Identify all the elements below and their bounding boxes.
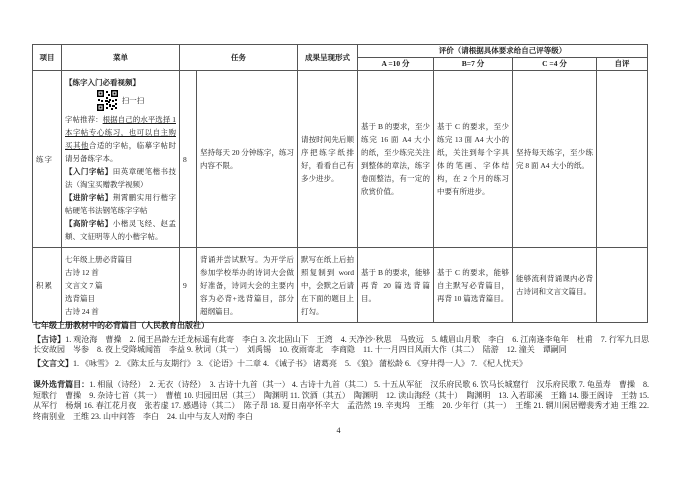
task-cell-jilei: 背诵并尝试默写。为开学后参加学校举办的诗词大会做好准备，诗词大会的主要内容为必背+选背篇目，部分超纲篇目。 <box>197 248 298 323</box>
extra-text: 1. 相鼠（诗经） 2. 无衣（诗经） 3. 古诗十九首（其一） 4. 古诗十九首（其二） 5. 十五从军征 汉乐府民歌 6. 饮马长城窟行 汉乐府民歌 7. 龟虽寿 曹操 8. 短歌行 曹操 9. 杂诗七首（其一） 曹植 10. 归园田居（其三） 陶渊明 11. 饮酒（其五） 陶渊明 12. 读山海经（其十） 陶渊明 13. 入若耶溪 王籍 14. 滕王阁诗 王勃 15. 从军行 杨炯 16. 春江花月夜 张若虚 17. 感遇诗（其二） 陈子昂 18. 夏日南亭怀辛大 孟浩然 19. 辛夷坞 王维 20. 少年行（其一） 王维 21. 辋川闲居赠裴秀才迪 王维 22. 终南别业 王维 23. 山中问答 李白 24. 山中与友人对酌 李白 <box>33 380 650 421</box>
gushi-list <box>33 335 649 355</box>
grade-a-cell-lianzi: 基于 B 的要求，至少练完 16 面 A4 大小的纸，至少练完关注到整体的章法，练字卷面整洁，有一定的欣赏价值。 <box>358 71 434 248</box>
table-row-jilei <box>33 248 648 323</box>
task-number-jilei: 9 <box>180 248 197 323</box>
header-menu: 菜单 <box>62 45 180 71</box>
menu-recommend-rest: 合适的字帖，临摹字帖时请另备练字本。 <box>65 140 177 163</box>
gushi-label: 【古诗】 <box>33 335 66 344</box>
menu-beginner-text: 田英章硬笔楷书技法（淘宝买赠教学视频） <box>65 166 177 189</box>
grade-a-cell-jilei: 基于 B 的要求，能够再背 20 篇选背篇目。 <box>358 248 434 323</box>
menu-cell-jilei <box>62 248 180 323</box>
appendix-title: 七年级上册教材中的必背篇目（人民教育出版社） <box>33 321 209 330</box>
appendix-section <box>33 320 649 422</box>
menu-cell-lianzi <box>62 71 180 248</box>
wenyan-text: 1. 《咏雪》 2. 《陈太丘与友期行》 3. 《论语》十二章 4. 《诫子书》 诸葛亮 5. 《狼》 蒲松龄 6. 《穿井得一人》 7. 《杞人忧天》 <box>73 358 527 368</box>
wenyan-list <box>33 359 649 369</box>
menu-video-title: 【练字入门必看视频】 <box>65 77 140 87</box>
menu-line: 古诗 24 首 <box>65 306 99 316</box>
extra-label: 课外选背篇目： <box>33 380 90 390</box>
project-label-jilei: 积累 <box>33 248 62 323</box>
gushi-text: 1. 观沧海 曹操 2. 闻王昌龄左迁龙标遥有此寄 李白 3. 次北固山下 王湾 4. 天净沙·秋思 马致远 5. 峨眉山月歌 李白 6. 江南逢李龟年 杜甫 7. 行军九日思长安故园 岑参 8. 夜上受降城闻笛 李益 9. 秋词（其一） 刘禹锡 10. 夜雨寄北 李商隐 11. 十一月四日风雨大作（其二） 陆游 12. 潼关 谭嗣同 <box>33 335 649 354</box>
extra-recitation-list <box>33 380 649 422</box>
header-grade-a: A =10 分 <box>358 58 434 71</box>
task-evaluation-table <box>32 44 648 323</box>
menu-intermediate <box>65 191 176 217</box>
header-project: 项目 <box>33 45 62 71</box>
menu-recommend-underlined: 根据自己的水平选择 1 本字帖专心练习，也可以自主购买其他 <box>65 114 176 150</box>
menu-recommend-prefix: 字帖推荐： <box>65 114 103 124</box>
qr-caption: 扫一扫 <box>121 95 145 105</box>
menu-recommend <box>65 113 176 165</box>
menu-beginner <box>65 165 176 191</box>
grade-c-cell-lianzi: 坚持每天练字，至少练完 8 面 A4 大小的纸。 <box>513 71 597 248</box>
result-cell-lianzi: 请按时间先后顺序把练字纸排好，看看自己有多少进步。 <box>298 71 358 248</box>
project-label-lianzi: 练字 <box>33 71 62 248</box>
self-eval-cell-lianzi <box>597 71 648 248</box>
qr-row <box>65 90 176 111</box>
menu-advanced-label: 【高阶字帖】 <box>65 218 113 228</box>
menu-line: 文言文 7 篇 <box>65 280 103 290</box>
header-task: 任务 <box>180 45 298 71</box>
grade-b-cell-jilei: 基于 C 的要求，能够自主默写必背篇目，再背 10 篇选背篇目。 <box>434 248 513 323</box>
header-self-eval: 自评 <box>597 58 648 71</box>
wenyan-label: 【文言文】 <box>33 358 73 368</box>
grade-c-cell-jilei: 能够流利背诵课内必背古诗词和文言文篇目。 <box>513 248 597 323</box>
menu-advanced-text: 小楷灵飞经、赵孟頫、文征明等人的小楷字帖。 <box>65 218 177 241</box>
menu-intermediate-label: 【进阶字帖】 <box>65 192 113 202</box>
table-row-lianzi <box>33 71 648 248</box>
header-evaluation: 评价（请根据具体要求给自己评等级） <box>358 45 648 58</box>
header-grade-c: C =4 分 <box>513 58 597 71</box>
header-row-1 <box>33 45 648 58</box>
qr-code-icon <box>97 90 118 111</box>
task-cell-lianzi: 坚持每天 20 分钟练字，练习内容不限。 <box>197 71 298 248</box>
self-eval-cell-jilei <box>597 248 648 323</box>
result-cell-jilei: 默写在纸上后拍照复制到 word 中，会默之后请在下面的题目上打勾。 <box>298 248 358 323</box>
header-result: 成果呈现形式 <box>298 45 358 71</box>
menu-line: 选背篇目 <box>65 293 95 303</box>
menu-line: 古诗 12 首 <box>65 267 99 277</box>
menu-beginner-label: 【入门字帖】 <box>65 166 113 176</box>
header-grade-b: B=7 分 <box>434 58 513 71</box>
menu-advanced <box>65 217 176 243</box>
page-number: 4 <box>336 426 341 435</box>
task-number-lianzi: 8 <box>180 71 197 248</box>
menu-line: 七年级上册必背篇目 <box>65 254 133 264</box>
menu-intermediate-text: 荆霄鹏实用行楷字帖硬笔书法钢笔练字字帖 <box>65 192 177 215</box>
grade-b-cell-lianzi: 基于 C 的要求，至少练完 13 面 A4 大小的纸，关注到每个字具体的笔画、字体结构，在 2 个月的练习中要有所进步。 <box>434 71 513 248</box>
